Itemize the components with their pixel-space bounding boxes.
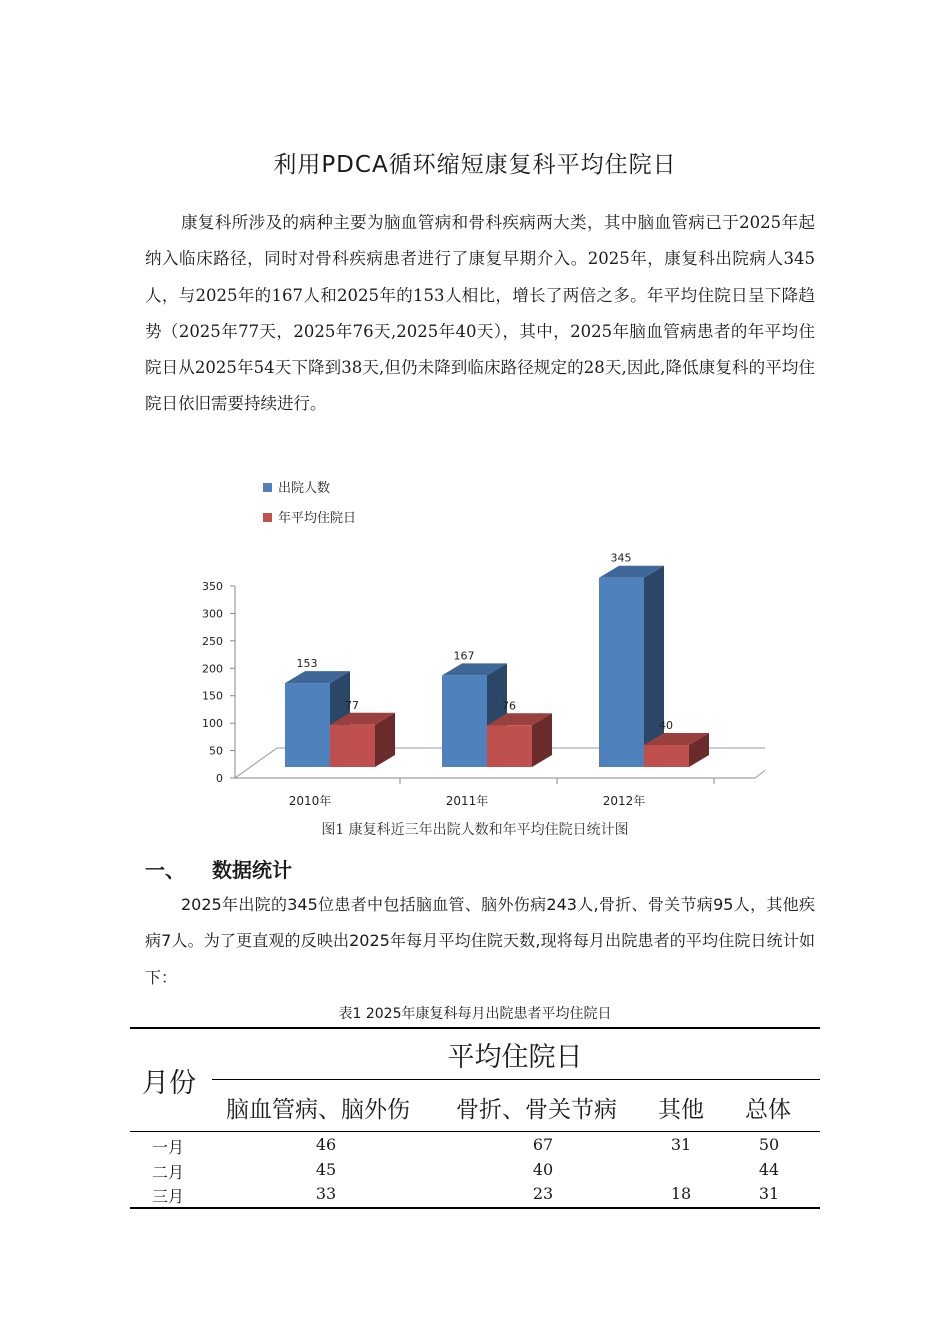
table-top-rule: [130, 1027, 820, 1029]
bar: [330, 725, 375, 767]
x-tick-label: 2010年: [288, 794, 332, 808]
table-bottom-rule: [130, 1207, 820, 1209]
table-row-month: 二月: [152, 1163, 185, 1182]
y-tick-label: 0: [216, 772, 223, 785]
table-cell: 31: [670, 1135, 692, 1154]
legend-label: 出院人数: [278, 481, 331, 496]
table-cell: 40: [532, 1160, 554, 1179]
legend-swatch: [263, 513, 272, 522]
x-tick-label: 2012年: [602, 794, 646, 808]
table-cell: 67: [532, 1135, 554, 1154]
column-header: 其他: [658, 1097, 704, 1123]
bar: [442, 675, 487, 767]
section-title: 数据统计: [212, 858, 292, 882]
column-header: 总体: [745, 1097, 791, 1123]
y-tick-label: 300: [202, 607, 223, 621]
data-label: 153: [296, 657, 318, 671]
table-cell: 18: [670, 1184, 692, 1203]
bar: [487, 725, 532, 767]
stats-table: [130, 1027, 820, 1209]
table-row-month: 三月: [152, 1187, 185, 1206]
data-label: 76: [502, 699, 516, 713]
group-header: 平均住院日: [447, 1042, 583, 1073]
stats-paragraph: 2025年出院的345位患者中包括脑血管、脑外伤病243人,骨折、骨关节病95人，其他疾病7人。为了更直观的反映出2025年每月平均住院天数,现将每月出院患者的平均住院日统计如下：: [145, 895, 815, 987]
table-cell: 50: [758, 1135, 780, 1154]
data-label: 40: [659, 719, 673, 733]
y-tick-label: 350: [202, 580, 223, 593]
bar-chart: [185, 470, 765, 818]
legend-swatch: [263, 483, 272, 492]
section-number: 一、: [145, 858, 185, 882]
data-label: 167: [453, 649, 475, 663]
table-caption: 表1 2025年康复科每月出院患者平均住院日: [338, 1006, 612, 1022]
document-title: 利用PDCA循环缩短康复科平均住院日: [273, 152, 677, 178]
data-label: 77: [345, 698, 359, 712]
y-tick-label: 150: [202, 689, 223, 703]
intro-paragraph: 康复科所涉及的病种主要为脑血管病和骨科疾病两大类，其中脑血管病已于2025年起纳入临床路径，同时对骨科疾病患者进行了康复早期介入。2025年，康复科出院病人345人，与2025年的167人和2025年的153人相比，增长了两倍之多。年平均住院日呈下降趋势（2025年77天，2025年76天,2025年40天），其中，2025年脑血管病患者的年平均住院日从2025年54天下降到38天,但仍未降到临床路径规定的28天,因此,降低康复科的平均住院日依旧需要持续进行。: [145, 213, 815, 414]
data-label: 345: [610, 551, 632, 565]
bar: [644, 745, 689, 767]
column-header: 脑血管病、脑外伤: [226, 1097, 410, 1123]
table-row-month: 一月: [152, 1138, 185, 1157]
table-group-rule: [212, 1079, 820, 1080]
x-tick-label: 2011年: [445, 794, 489, 808]
table-cell: 46: [315, 1135, 337, 1154]
bar: [285, 683, 330, 767]
column-header: 骨折、骨关节病: [456, 1097, 617, 1123]
y-tick-label: 200: [202, 662, 223, 676]
table-cell: 45: [315, 1160, 337, 1179]
bar: [599, 578, 644, 767]
table-cell: 33: [315, 1184, 337, 1203]
y-tick-label: 250: [202, 634, 223, 648]
table-cell: 23: [532, 1184, 554, 1203]
legend-label: 年平均住院日: [278, 511, 357, 526]
y-tick-label: 50: [209, 744, 223, 758]
table-cell: 44: [758, 1160, 780, 1179]
table-cell: 31: [758, 1184, 780, 1203]
section-heading: [145, 854, 292, 883]
month-header: 月份: [142, 1068, 196, 1099]
y-tick-label: 100: [202, 717, 223, 731]
table-header-rule: [130, 1131, 820, 1132]
figure-caption: 图1 康复科近三年出院人数和年平均住院日统计图: [321, 822, 629, 838]
